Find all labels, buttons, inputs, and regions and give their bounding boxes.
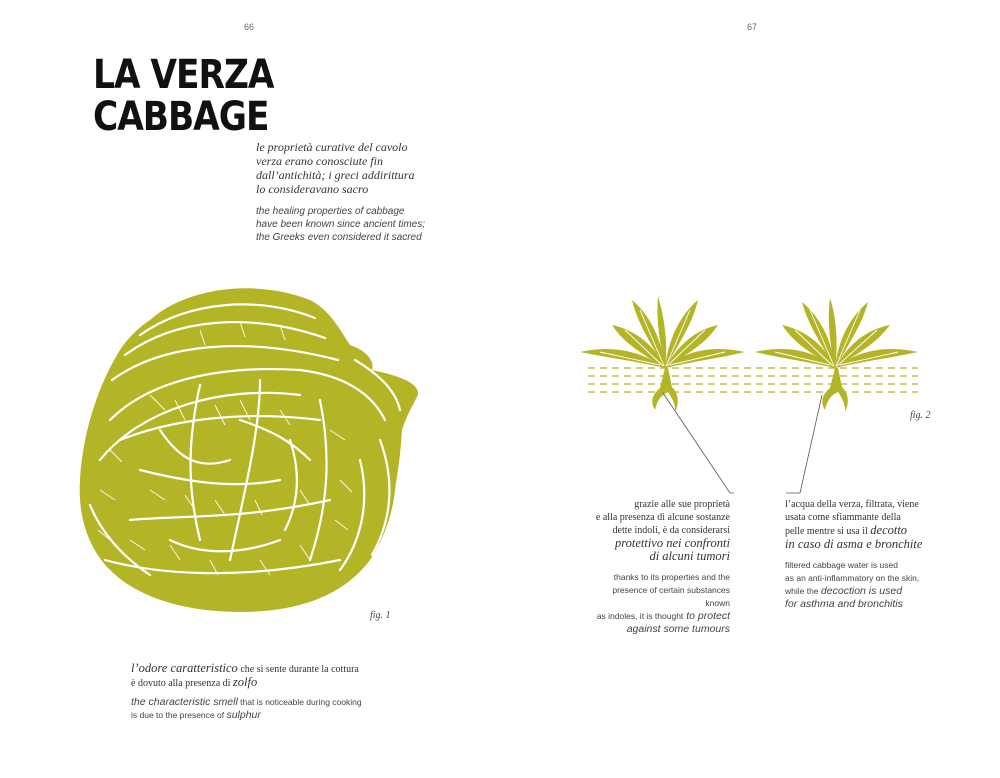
- caption-en-line1: [131, 696, 362, 709]
- note2-en-line: filtered cabbage water is used: [785, 560, 898, 570]
- figure-label-1: fig. 1: [370, 610, 391, 621]
- note2-it-emphasis: in caso di asma e bronchite: [785, 537, 923, 551]
- note1-it-line: grazie alle sue proprietà: [634, 499, 730, 510]
- caption-it-line1: [131, 662, 362, 676]
- note2-it-line: l’acqua della verza, filtrata, viene: [785, 499, 919, 510]
- note2-en-line: as an anti-inflammatory on the skin,: [785, 573, 920, 583]
- note1-en-line: [590, 610, 730, 623]
- intro-it-line: le proprietà curative del cavolo: [256, 140, 408, 154]
- figure-label-2: fig. 2: [910, 410, 931, 421]
- caption-en-emphasis: sulphur: [226, 709, 261, 721]
- note2-it-line: usata come sfiammante della: [785, 512, 901, 523]
- note1-en-line: presence of certain substances known: [612, 585, 730, 608]
- title-italian: LA VERZA: [93, 52, 274, 98]
- note1-it-emphasis: protettivo nei confronti: [614, 536, 730, 550]
- note1-it-emphasis: di alcuni tumori: [649, 549, 730, 563]
- caption-it-emphasis: zolfo: [232, 675, 258, 689]
- note2-it-text: pelle mentre si usa il: [785, 526, 871, 537]
- intro-it-line: lo consideravano sacro: [256, 182, 369, 196]
- note2-en-emphasis: decoction is used: [820, 585, 903, 597]
- note-tumours: [590, 498, 730, 636]
- note1-en-line: thanks to its properties and the: [613, 572, 730, 582]
- intro-it-line: dall’antichità; i greci addirittura: [256, 168, 415, 182]
- page-number-left: 66: [244, 22, 255, 32]
- note1-en-emphasis: to protect: [683, 610, 730, 622]
- caption-sulphur: [131, 662, 362, 722]
- note2-en-line: [785, 585, 955, 598]
- note1-en-text: as indoles, it is thought: [596, 611, 684, 621]
- caption-en-text: that is noticeable during cooking: [237, 697, 362, 707]
- note2-it-emphasis: decotto: [870, 523, 908, 537]
- cabbage-plants-illustration: [500, 0, 1000, 778]
- note2-en-emphasis: for asthma and bronchitis: [785, 598, 903, 610]
- intro-it-line: verza erano conosciute fin: [256, 154, 383, 168]
- right-page: [500, 0, 1000, 778]
- note2-it-line: [785, 524, 955, 538]
- caption-it-text: che si sente durante la cottura: [237, 664, 359, 675]
- note1-it-line: dette indoli, è da considerarsi: [612, 525, 730, 536]
- caption-it-emphasis: l’odore caratteristico: [131, 661, 238, 675]
- title-english: CABBAGE: [93, 94, 269, 140]
- caption-en-text: is due to the presence of: [131, 710, 227, 720]
- note-decoction: [785, 498, 955, 611]
- caption-en-emphasis: the characteristic smell: [131, 696, 238, 708]
- intro-en-line: the healing properties of cabbage: [256, 206, 405, 217]
- caption-it-text: è dovuto alla presenza di: [131, 678, 233, 689]
- note1-en-emphasis: against some tumours: [626, 623, 730, 635]
- note1-it-line: e alla presenza di alcune sostanze: [595, 512, 730, 523]
- intro-en-line: have been known since ancient times;: [256, 219, 425, 230]
- caption-en-line2: [131, 709, 362, 722]
- caption-it-line2: [131, 676, 362, 690]
- page-number-right: 67: [747, 22, 758, 32]
- note2-en-text: while the: [785, 586, 821, 596]
- intro-en-line: the Greeks even considered it sacred: [256, 232, 422, 243]
